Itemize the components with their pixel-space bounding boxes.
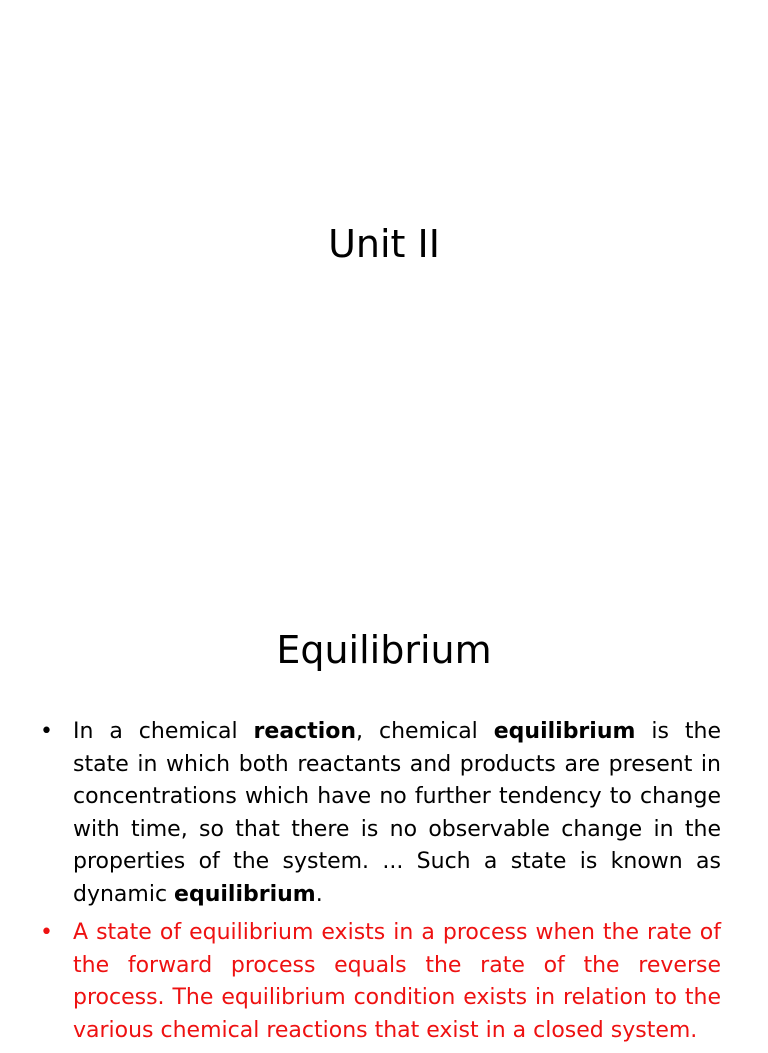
bullet-item-1: [40, 716, 721, 911]
bullet-dot-icon: •: [40, 719, 53, 744]
slide-title-unit: Unit II: [328, 222, 440, 266]
bullet-segment: .: [315, 881, 323, 907]
bullet-list: [40, 716, 721, 1053]
bullet-text-1: [73, 719, 721, 907]
bullet-segment: is the state in which both reactants and products are present in concentrations which have no further tendency to change with time, so that there is no observable change in the properties of the system. ... Such a state is known as dynamic: [73, 719, 721, 907]
slide-title-equilibrium: Equilibrium: [276, 628, 492, 672]
bullet-segment-bold: equilibrium: [493, 719, 636, 744]
bullet-segment: , chemical: [356, 719, 494, 744]
bullet-segment-bold: equilibrium: [174, 881, 316, 907]
bullet-segment: In a chemical: [73, 719, 254, 744]
bullet-text-2: A state of equilibrium exists in a process when the rate of the forward process equals the rate of the reverse process. The equilibrium condition exists in relation to the various chemical reactions that exist in a closed system.: [73, 920, 721, 1043]
bullet-item-2: [40, 917, 721, 1047]
bullet-dot-icon: •: [40, 920, 53, 945]
bullet-segment-bold: reaction: [253, 719, 357, 744]
